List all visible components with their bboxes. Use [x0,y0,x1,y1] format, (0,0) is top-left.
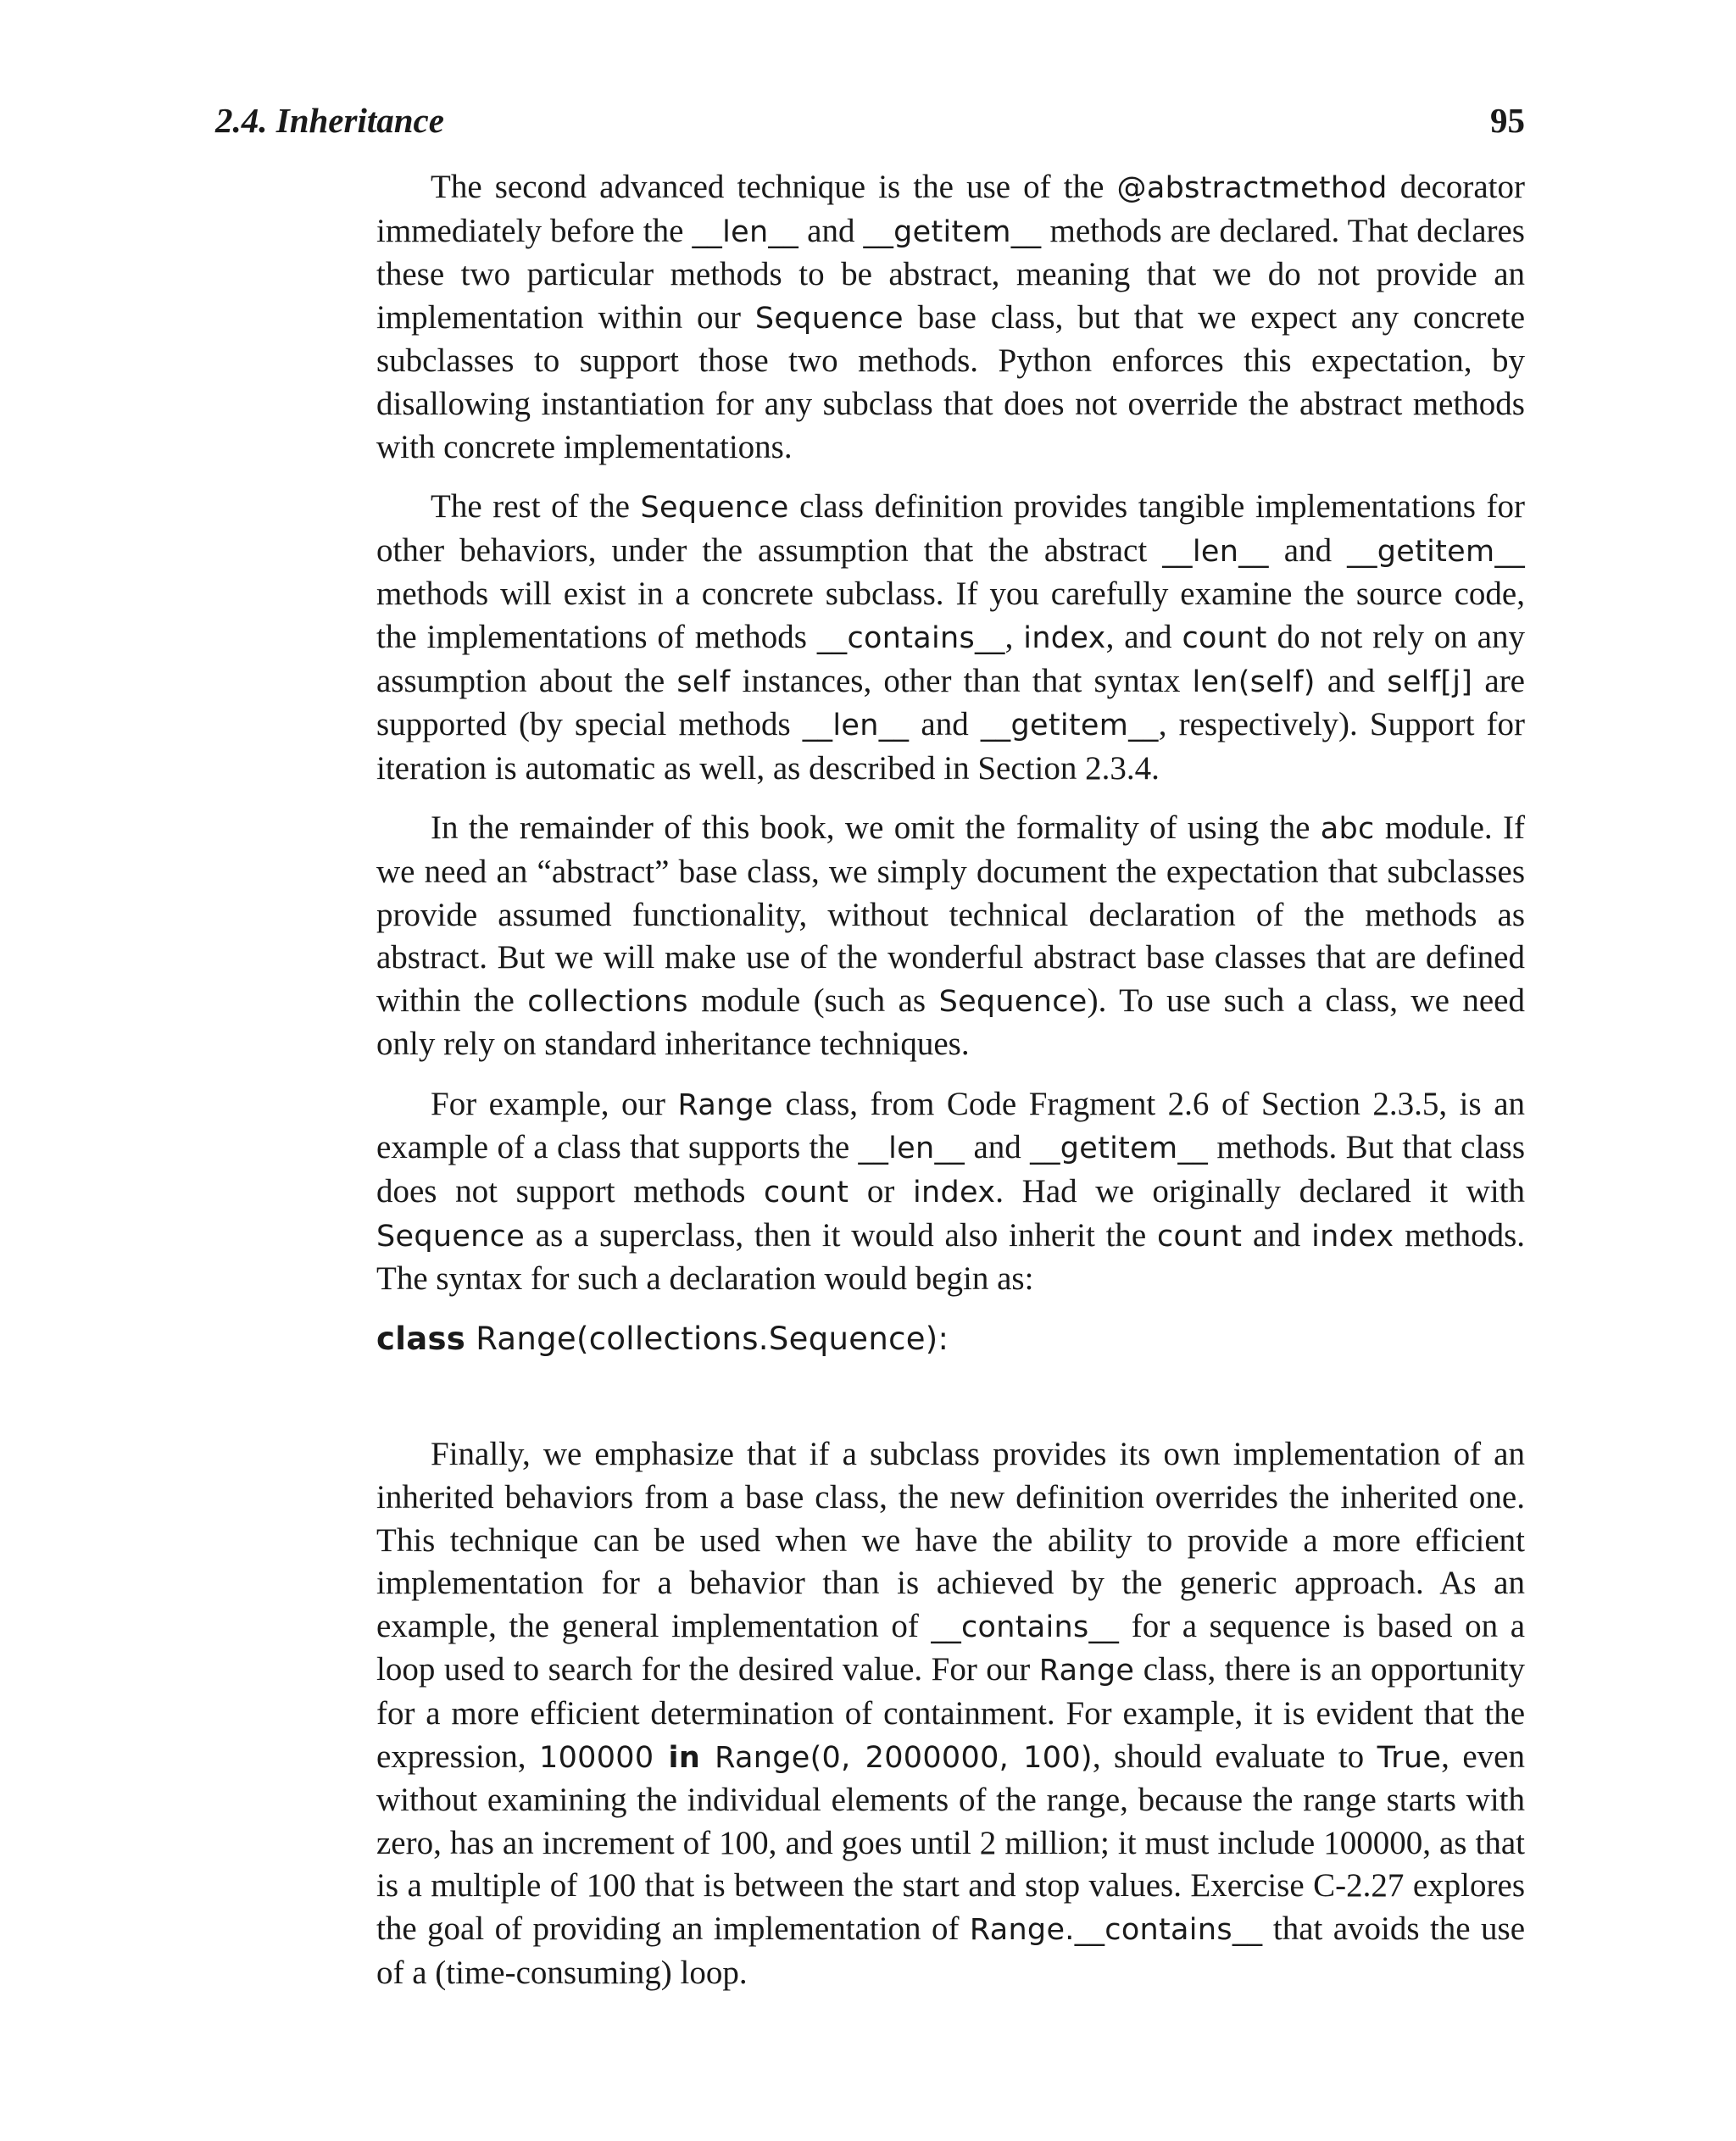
inline-code: Sequence [938,984,1088,1019]
paragraph-range-example [376,1083,1525,1301]
inline-code: collections [527,984,688,1019]
inline-code: __getitem__ [1347,534,1526,569]
text-run: methods will exist in a concrete subclass. If you carefully examine the source code, the implementations of methods [376,576,1525,655]
inline-code: count [1157,1219,1243,1254]
text-run: decorator immediately before the [376,169,1525,249]
inline-code: count [1182,620,1267,655]
text-run: class definition provides tangible implementations for other behaviors, under the assumption that the abstract [376,488,1525,569]
text-run: and [1315,662,1388,699]
inline-code: Range.__contains__ [969,1912,1263,1947]
inline-code: __len__ [802,709,910,743]
paragraph-sequence-definition [376,486,1525,790]
code-keyword: class [376,1320,466,1357]
page-header [215,100,1525,141]
inline-code: Sequence [640,491,789,526]
text-run: methods. The syntax for such a declaration would begin as: [376,1216,1526,1298]
text-run: base class, but that we expect any concrete subclasses to support those two methods. Python enforces this expectation, by disallowing instantiation for any subclass that does not override the abstract methods with concrete implementations. [376,298,1526,465]
paragraph-abc-module [376,807,1525,1066]
text-run: . Had we originally declared it with [995,1173,1525,1210]
inline-code: @abstractmethod [1116,171,1388,205]
text-run: methods are declared. That declares these two particular methods to be abstract, meaning that we do not provide an implementation within our [376,212,1525,336]
code-declaration [376,1318,1525,1361]
text-run: module. If we need an “abstract” base class, we simply document the expectation that subclasses provide assumed functionality, without technical declaration of the methods as abstract. But we will make use of the wonderful abstract base classes that are defined within the [376,809,1525,1019]
inline-code: __contains__ [816,620,1005,655]
text-run: The rest of the [431,488,641,526]
text-run: and [1268,531,1348,569]
inline-code: Range [1038,1654,1135,1688]
inline-keyword: in [668,1740,701,1775]
text-run: , even without examining the individual elements of the range, because the range starts with zero, has an increment of 100, and goes until 2 million; it must include 100000, as that is a multiple of 100 that is between the start and stop values. Exercise C-2.27 explores the goal of providing an implementation of [376,1738,1525,1947]
section-title: 2.4. Inheritance [215,101,444,140]
text-run: methods. But that class does not support methods [376,1129,1525,1210]
text-run: class, there is an opportunity for a more efficient determination of containment. For example, it is evident that the expression, [376,1651,1525,1775]
inline-code: self[j] [1387,665,1473,699]
code-rest: Range(collections.Sequence): [465,1320,949,1357]
text-run: , [1004,618,1024,655]
text-run: class, from Code Fragment 2.6 of Section 2.3.5, is an example of a class that supports the [376,1085,1526,1166]
inline-code: index [913,1176,996,1210]
text-run: that avoids the use of a (time-consuming) loop. [376,1910,1526,1991]
text-run: , should evaluate to [1092,1738,1377,1775]
paragraph-abstractmethod [376,166,1525,469]
text-run: Finally, we emphasize that if a subclass provides its own implementation of an inherited behaviors from a base class, the new definition overrides the inherited one. This technique can be used when we have the ability to provide a more efficient implementation for a behavior than is achieved by the generic approach. As an example, the general implementation of [376,1436,1525,1644]
text-run: instances, other than that syntax [730,662,1193,699]
text-run: and [798,212,864,249]
inline-code: __getitem__ [980,709,1159,743]
inline-code: __len__ [1162,534,1269,569]
text-run: do not rely on any assumption about the [376,618,1525,699]
inline-code: Range(0, 2000000, 100) [700,1740,1093,1775]
inline-code: __getitem__ [1030,1132,1208,1166]
inline-code: True [1377,1740,1442,1775]
text-run: , and [1105,618,1182,655]
inline-code: Sequence [376,1219,526,1254]
inline-code: index [1311,1219,1394,1254]
inline-code: 100000 [539,1740,669,1775]
text-run: and [965,1129,1031,1166]
text-run: and [909,706,981,743]
text-run: are supported (by special methods [376,662,1525,743]
text-run: ). To use such a class, we need only rely on standard inheritance techniques. [376,982,1525,1063]
text-run: , respectively). Support for iteration is automatic as well, as described in Section 2.3.4. [376,706,1526,787]
paragraph-override-contains [376,1433,1525,1994]
text-run: as a superclass, then it would also inherit the [525,1216,1157,1254]
inline-code: len(self) [1192,665,1316,699]
inline-code: __len__ [692,214,799,249]
text-run: for a sequence is based on a loop used to search for the desired value. For our [376,1607,1525,1688]
body-text [376,166,1525,2011]
text-run: or [849,1173,914,1210]
inline-code: __contains__ [931,1610,1120,1644]
text-run: The second advanced technique is the use of the [431,169,1117,205]
inline-code: self [676,665,731,699]
text-run: and [1242,1216,1312,1254]
inline-code: __getitem__ [863,214,1042,249]
inline-code: __len__ [858,1132,965,1166]
inline-code: Range [677,1087,773,1122]
inline-code: index [1023,620,1106,655]
text-run: For example, our [431,1085,678,1122]
text-run: module (such as [687,982,939,1019]
page-number: 95 [1490,101,1525,140]
text-run: In the remainder of this book, we omit the formality of using the [431,809,1321,847]
inline-code: abc [1320,812,1375,847]
inline-code: count [764,1176,849,1210]
inline-code: Sequence [754,301,904,336]
